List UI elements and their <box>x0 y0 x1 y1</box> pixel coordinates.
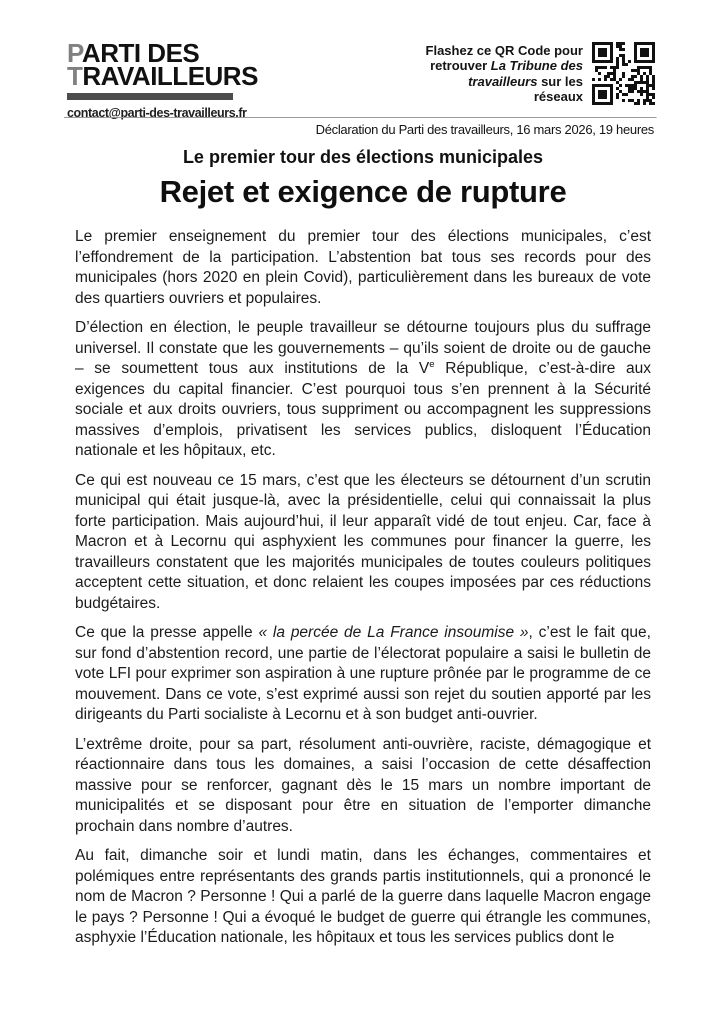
qr-caption <box>423 43 583 105</box>
paragraph <box>75 846 651 949</box>
qr-block <box>423 42 655 105</box>
text-segment: Au fait, dimanche soir et lundi matin, dans les échanges, commentaires et polémiques entre représentants des grands partis institutionnels, qui a prononcé le nom de Macron ? Personne ! Qui a parlé de la guerre dans laquelle Macron engage le pays ? Personne ! Qui a évoqué le budget de guerre qui étrangle les communes, asphyxie l’Éducation nationale, les hôpitaux et tous les services publics dont le <box>75 847 651 946</box>
party-logo <box>67 38 258 120</box>
contact-email: contact@parti-des-travailleurs.fr <box>67 106 247 120</box>
article-title: Rejet et exigence de rupture <box>159 174 567 209</box>
logo-underline-bar <box>67 93 233 100</box>
text-segment: République, c’est-à-dire aux exigences du capital financier. C’est pourquoi tous s’en prennent à la Sécurité sociale et aux droits ouvriers, tous suppriment ou accompagnent les suppressions massives d’emplois, privatisent les services publics, disloquent l’Éducation nationale et les hôpitaux, etc. <box>75 360 651 459</box>
paragraph <box>75 471 651 615</box>
text-segment: « la percée de La France insoumise » <box>258 624 529 641</box>
qr-code-icon <box>592 42 655 105</box>
dateline: Déclaration du Parti des travailleurs, 16 mars 2026, 19 heures <box>315 122 654 137</box>
paragraph <box>75 227 651 309</box>
text-segment: , c’est le fait que, sur fond d’abstention record, une partie de l’électorat populaire a saisi le bulletin de vote LFI pour exprimer son aspiration à une rupture prônée par le programme de ce mouvement. Dans ce vote, s’est exprimé aussi son rejet du soutien apporté par les dirigeants du Parti socialiste à Lecornu et à son budget anti-ouvrier. <box>75 624 651 723</box>
article-kicker: Le premier tour des élections municipales <box>182 147 544 167</box>
text-segment: Ce que la presse appelle <box>75 624 259 641</box>
logo-line-2-rest: RAVAILLEURS <box>82 61 258 91</box>
text-segment: Le premier enseignement du premier tour des élections municipales, c’est l’effondrement de la participation. L’abstention bat tous ses records pour des municipales (hors 2020 en plein Covid), particulièrement dans les bureaux de vote des quartiers ouvriers et populaires. <box>75 228 651 307</box>
text-segment: Ce qui est nouveau ce 15 mars, c’est que les électeurs se détournent d’un scrutin municipal qui était jusque-là, avec la présidentielle, celui qui connaissait la plus forte participation. Mais aujourd’hui, il leur apparaît vidé de tout enjeu. Car, face à Macron et à Lecornu qui asphyxient les communes pour financer la guerre, les travailleurs constatent que les majorités municipales de toutes couleurs politiques acceptent cette situation, et donc relaient les coupes imposées par ces réductions budgétaires. <box>75 471 651 612</box>
logo-initial-t: T <box>67 61 83 91</box>
logo-line-1-rest: ARTI DES <box>81 38 200 68</box>
article-body <box>75 227 651 949</box>
text-segment: L’extrême droite, pour sa part, résolument anti-ouvrière, raciste, démagogique et réactionnaire dans tous les domaines, a saisi l’occasion de cette désaffection massive pour se renforcer, gagnant dès le 15 mars un nombre important de municipalités et se disposant pour être en situation de l’emporter dimanche prochain dans nombre d’autres. <box>75 735 651 835</box>
paragraph <box>75 318 651 462</box>
logo-initial-p: P <box>67 38 82 68</box>
text-segment: e <box>429 358 435 370</box>
article <box>75 147 651 958</box>
paragraph <box>75 735 651 838</box>
text-segment: Flashez ce QR Code pour retrouver <box>425 42 583 73</box>
text-segment: D’élection en élection, le peuple travailleur se détourne toujours plus du suffrage universel. Il constate que les gouvernements – qu’ils soient de droite ou de gauche – se soumettent tous aux institutions de la V <box>75 319 651 377</box>
header-divider <box>64 117 657 118</box>
paragraph <box>75 623 651 726</box>
text-segment: sur les réseaux <box>533 73 583 104</box>
logo-line-2 <box>67 61 258 91</box>
text-segment: La Tribune des travailleurs <box>468 58 583 89</box>
